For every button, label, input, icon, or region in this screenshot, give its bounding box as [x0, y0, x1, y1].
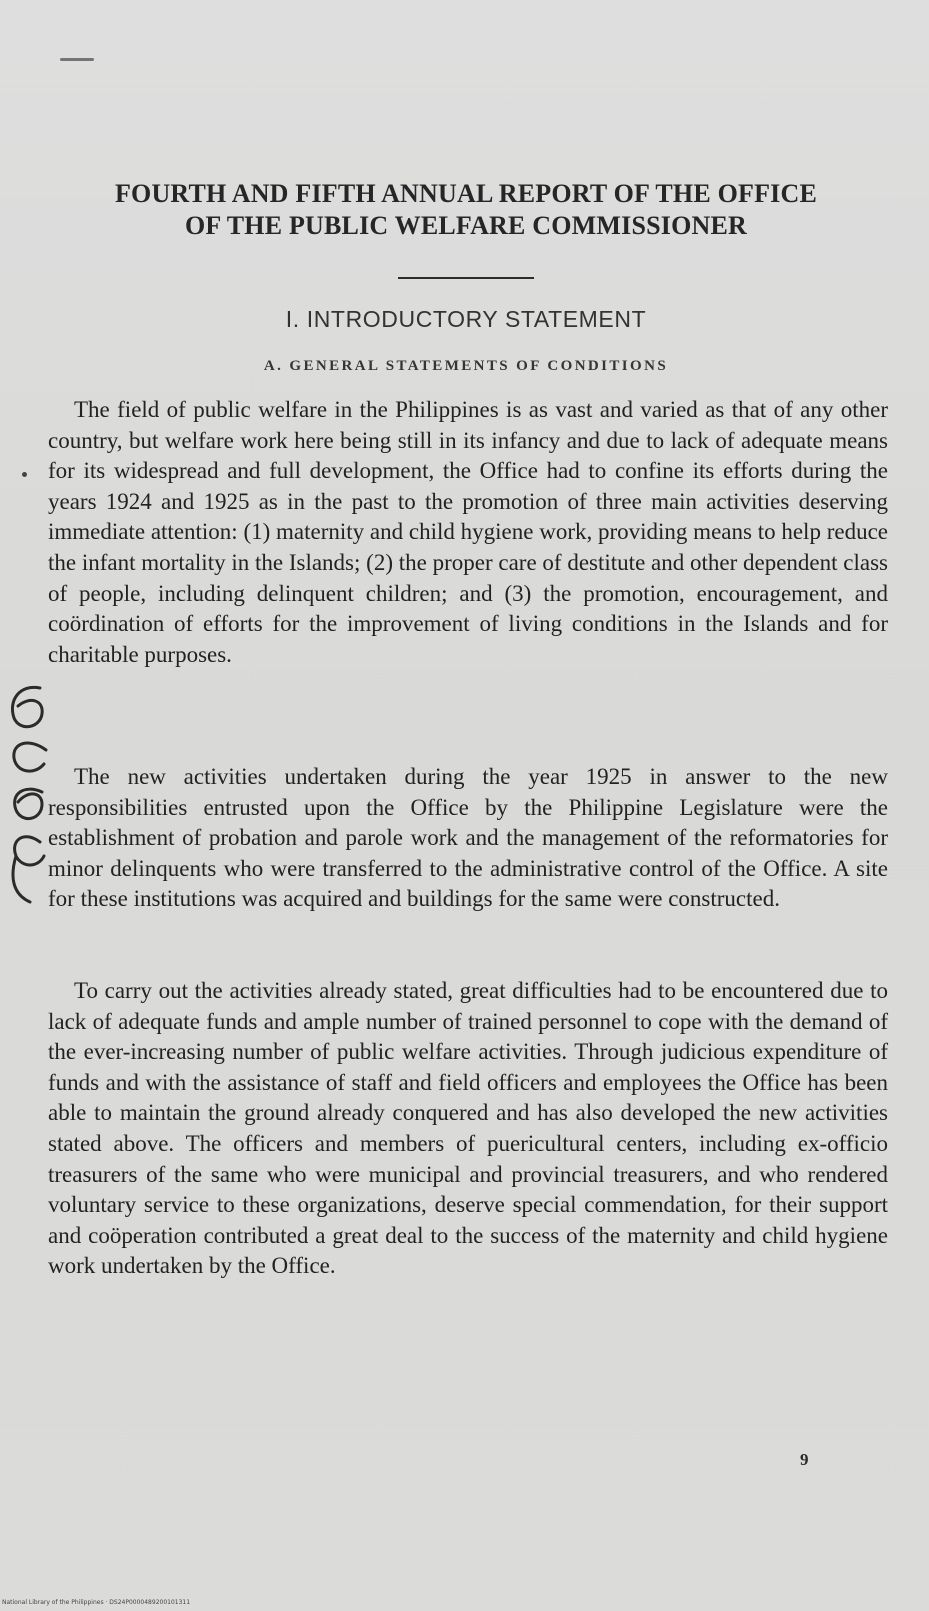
scan-mark	[60, 58, 94, 61]
page-number: 9	[800, 1450, 809, 1469]
report-title	[40, 178, 892, 242]
title-divider	[398, 277, 534, 279]
margin-dot	[22, 472, 27, 477]
paragraph-2: The new activities undertaken during the year 1925 in answer to the new responsibilities entrusted upon the Office by the Philippine Legislature were the establishment of probation and parole work and the management of the reformatories for minor delinquents who were transferred to the administrative control of the Office. A site for these institutions was acquired and buildings for the same were constructed.	[48, 764, 888, 912]
handwritten-annotation	[0, 680, 60, 910]
paragraph-1: The field of public welfare in the Philippines is as vast and varied as that of any other country, but welfare work here being still in its infancy and due to lack of adequate means for its widespread and full development, the Office had to confine its efforts during the years 1924 and 1925 as in the past to the promotion of three main activities deserving immediate attention: (1) maternity and child hygiene work, providing means to help reduce the infant mortality in the Islands; (2) the proper care of destitute and other dependent class of people, including delinquent children; and (3) the promotion, encouragement, and coördination of efforts for the improvement of living conditions in the Islands and for charitable purposes.	[48, 397, 888, 667]
section-heading: I. INTRODUCTORY STATEMENT	[285, 306, 647, 332]
paragraph-3: To carry out the activities already stated, great difficulties had to be encountered due to lack of adequate funds and ample number of trained personnel to cope with the demand of the ever-increasing number of public welfare activities. Through judicious expenditure of funds and with the assistance of staff and field officers and employees the Office has been able to maintain the ground already conquered and has also developed the new activities stated above. The officers and members of puericultural centers, including ex-officio treasurers of the same who were municipal and provincial treasurers, and who rendered voluntary service to these organizations, deserve special commendation, for their support and coöperation contributed a great deal to the success of the maternity and child hygiene work undertaken by the Office.	[48, 978, 888, 1279]
footer-credit: National Library of the Philippines · DS24P0000489200101311	[2, 1599, 191, 1606]
subsection-heading: A. GENERAL STATEMENTS OF CONDITIONS	[263, 358, 669, 374]
report-title-line-1: FOURTH AND FIFTH ANNUAL REPORT OF THE OFFICE	[114, 179, 818, 208]
report-title-line-2: OF THE PUBLIC WELFARE COMMISSIONER	[184, 211, 748, 240]
